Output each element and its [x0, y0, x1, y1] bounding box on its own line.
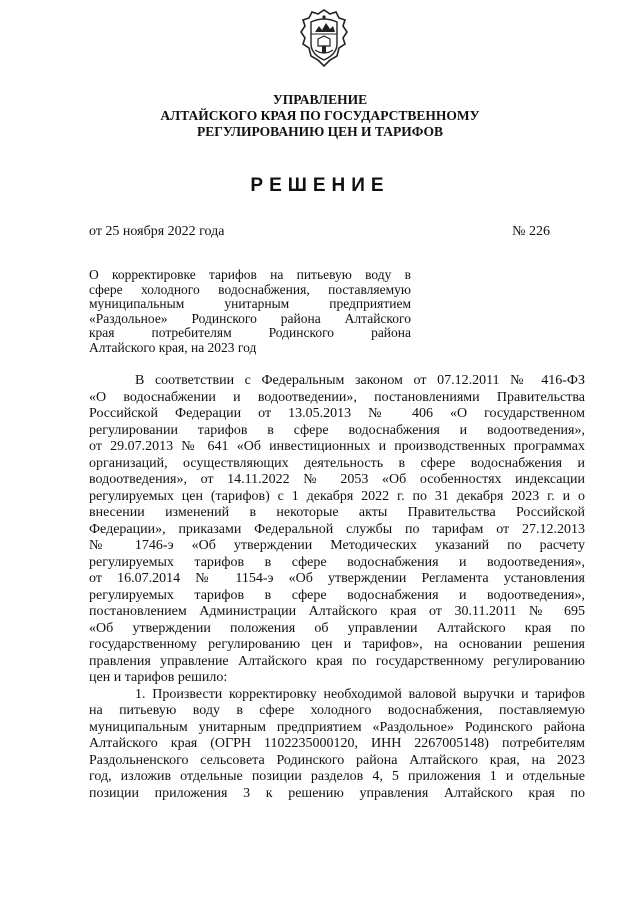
body-line: организаций, осуществляющих деятельность в сфере водоснабжения и [89, 455, 585, 471]
document-number: № 226 [512, 224, 550, 239]
body-line: «О водоснабжении и водоотведении», постановлениями Правительства [89, 389, 585, 405]
body-line: В соответствии с Федеральным законом от 07.12.2011 № 416-ФЗ [135, 373, 585, 388]
authority-line: АЛТАЙСКОГО КРАЯ ПО ГОСУДАРСТВЕННОМУ [160, 108, 480, 123]
subject-line: сфере холодного водоснабжения, поставляемую [89, 281, 411, 297]
subject-line: Алтайского края, на 2023 год [89, 339, 257, 355]
body-line: № 1746-э «Об утверждении Методических указаний по расчету [89, 538, 585, 553]
subject-line: О корректировке тарифов на питьевую воду в [89, 267, 411, 282]
body-line: позиции приложения 3 к решению управления Алтайского края по [89, 785, 585, 801]
body-line: Алтайского края (ОГРН 1102235000120, ИНН 2267005148) потребителям [89, 736, 585, 751]
document-subject [89, 268, 411, 355]
body-line: регулируемых тарифов в сфере водоснабжения и водоотведения», [89, 554, 585, 570]
document-title: РЕШЕНИЕ [250, 175, 390, 196]
body-line: регулируемых цен (тарифов) с 1 декабря 2022 г. по 31 декабря 2023 г. и о [89, 488, 585, 504]
body-line: Федерации», приказами Федеральной службы по тарифам от 27.12.2013 [89, 521, 585, 537]
body-line: водоотведения», от 14.11.2022 № 2053 «Об особенностях индексации [89, 472, 585, 487]
authority-line: РЕГУЛИРОВАНИЮ ЦЕН И ТАРИФОВ [196, 124, 444, 139]
body-line: правления управление Алтайского края по государственному регулированию [89, 653, 585, 669]
body-line: год, изложив отдельные позиции разделов 4, 5 приложения 1 и отдельные [89, 769, 585, 784]
body-line: постановлением Администрации Алтайского края от 30.11.2011 № 695 [89, 604, 585, 619]
document-body [89, 373, 585, 802]
body-line: 1. Произвести корректировку необходимой валовой выручки и тарифов [135, 686, 585, 702]
issuing-authority [0, 92, 640, 140]
body-line: Раздольненского сельсовета Родинского района Алтайского края, на 2023 [89, 752, 585, 768]
body-line: регулировании тарифов в сфере водоснабжения и водоотведения», [89, 422, 585, 438]
body-line: муниципальным унитарным предприятием «Раздольное» Родинского района [89, 719, 585, 735]
body-line: от 16.07.2014 № 1154-э «Об утверждении Регламента установления [89, 571, 585, 586]
body-line: внесении изменений в некоторые акты Правительства Российской [89, 505, 585, 520]
body-line: Российской Федерации от 13.05.2013 № 406 «О государственном [89, 406, 585, 421]
authority-line: УПРАВЛЕНИЕ [272, 92, 368, 107]
body-line: от 29.07.2013 № 641 «Об инвестиционных и производственных программах [89, 439, 585, 454]
body-line: цен и тарифов решило: [89, 670, 228, 685]
altai-krai-coat-of-arms-icon [299, 8, 349, 70]
body-line: регулируемых тарифов в сфере водоснабжения и водоотведения», [89, 587, 585, 603]
document-date: от 25 ноября 2022 года [89, 224, 225, 239]
subject-line: муниципальным унитарным предприятием [89, 296, 411, 311]
body-line: «Об утверждении положения об управлении Алтайского края по [89, 620, 585, 636]
subject-line: «Раздольное» Родинского района Алтайского [89, 310, 411, 326]
body-line: государственному регулированию цен и тарифов», на основании решения [89, 637, 585, 652]
subject-line: края потребителям Родинского района [89, 325, 411, 340]
body-line: на питьевую воду в сфере холодного водоснабжения, поставляемую [89, 703, 585, 718]
